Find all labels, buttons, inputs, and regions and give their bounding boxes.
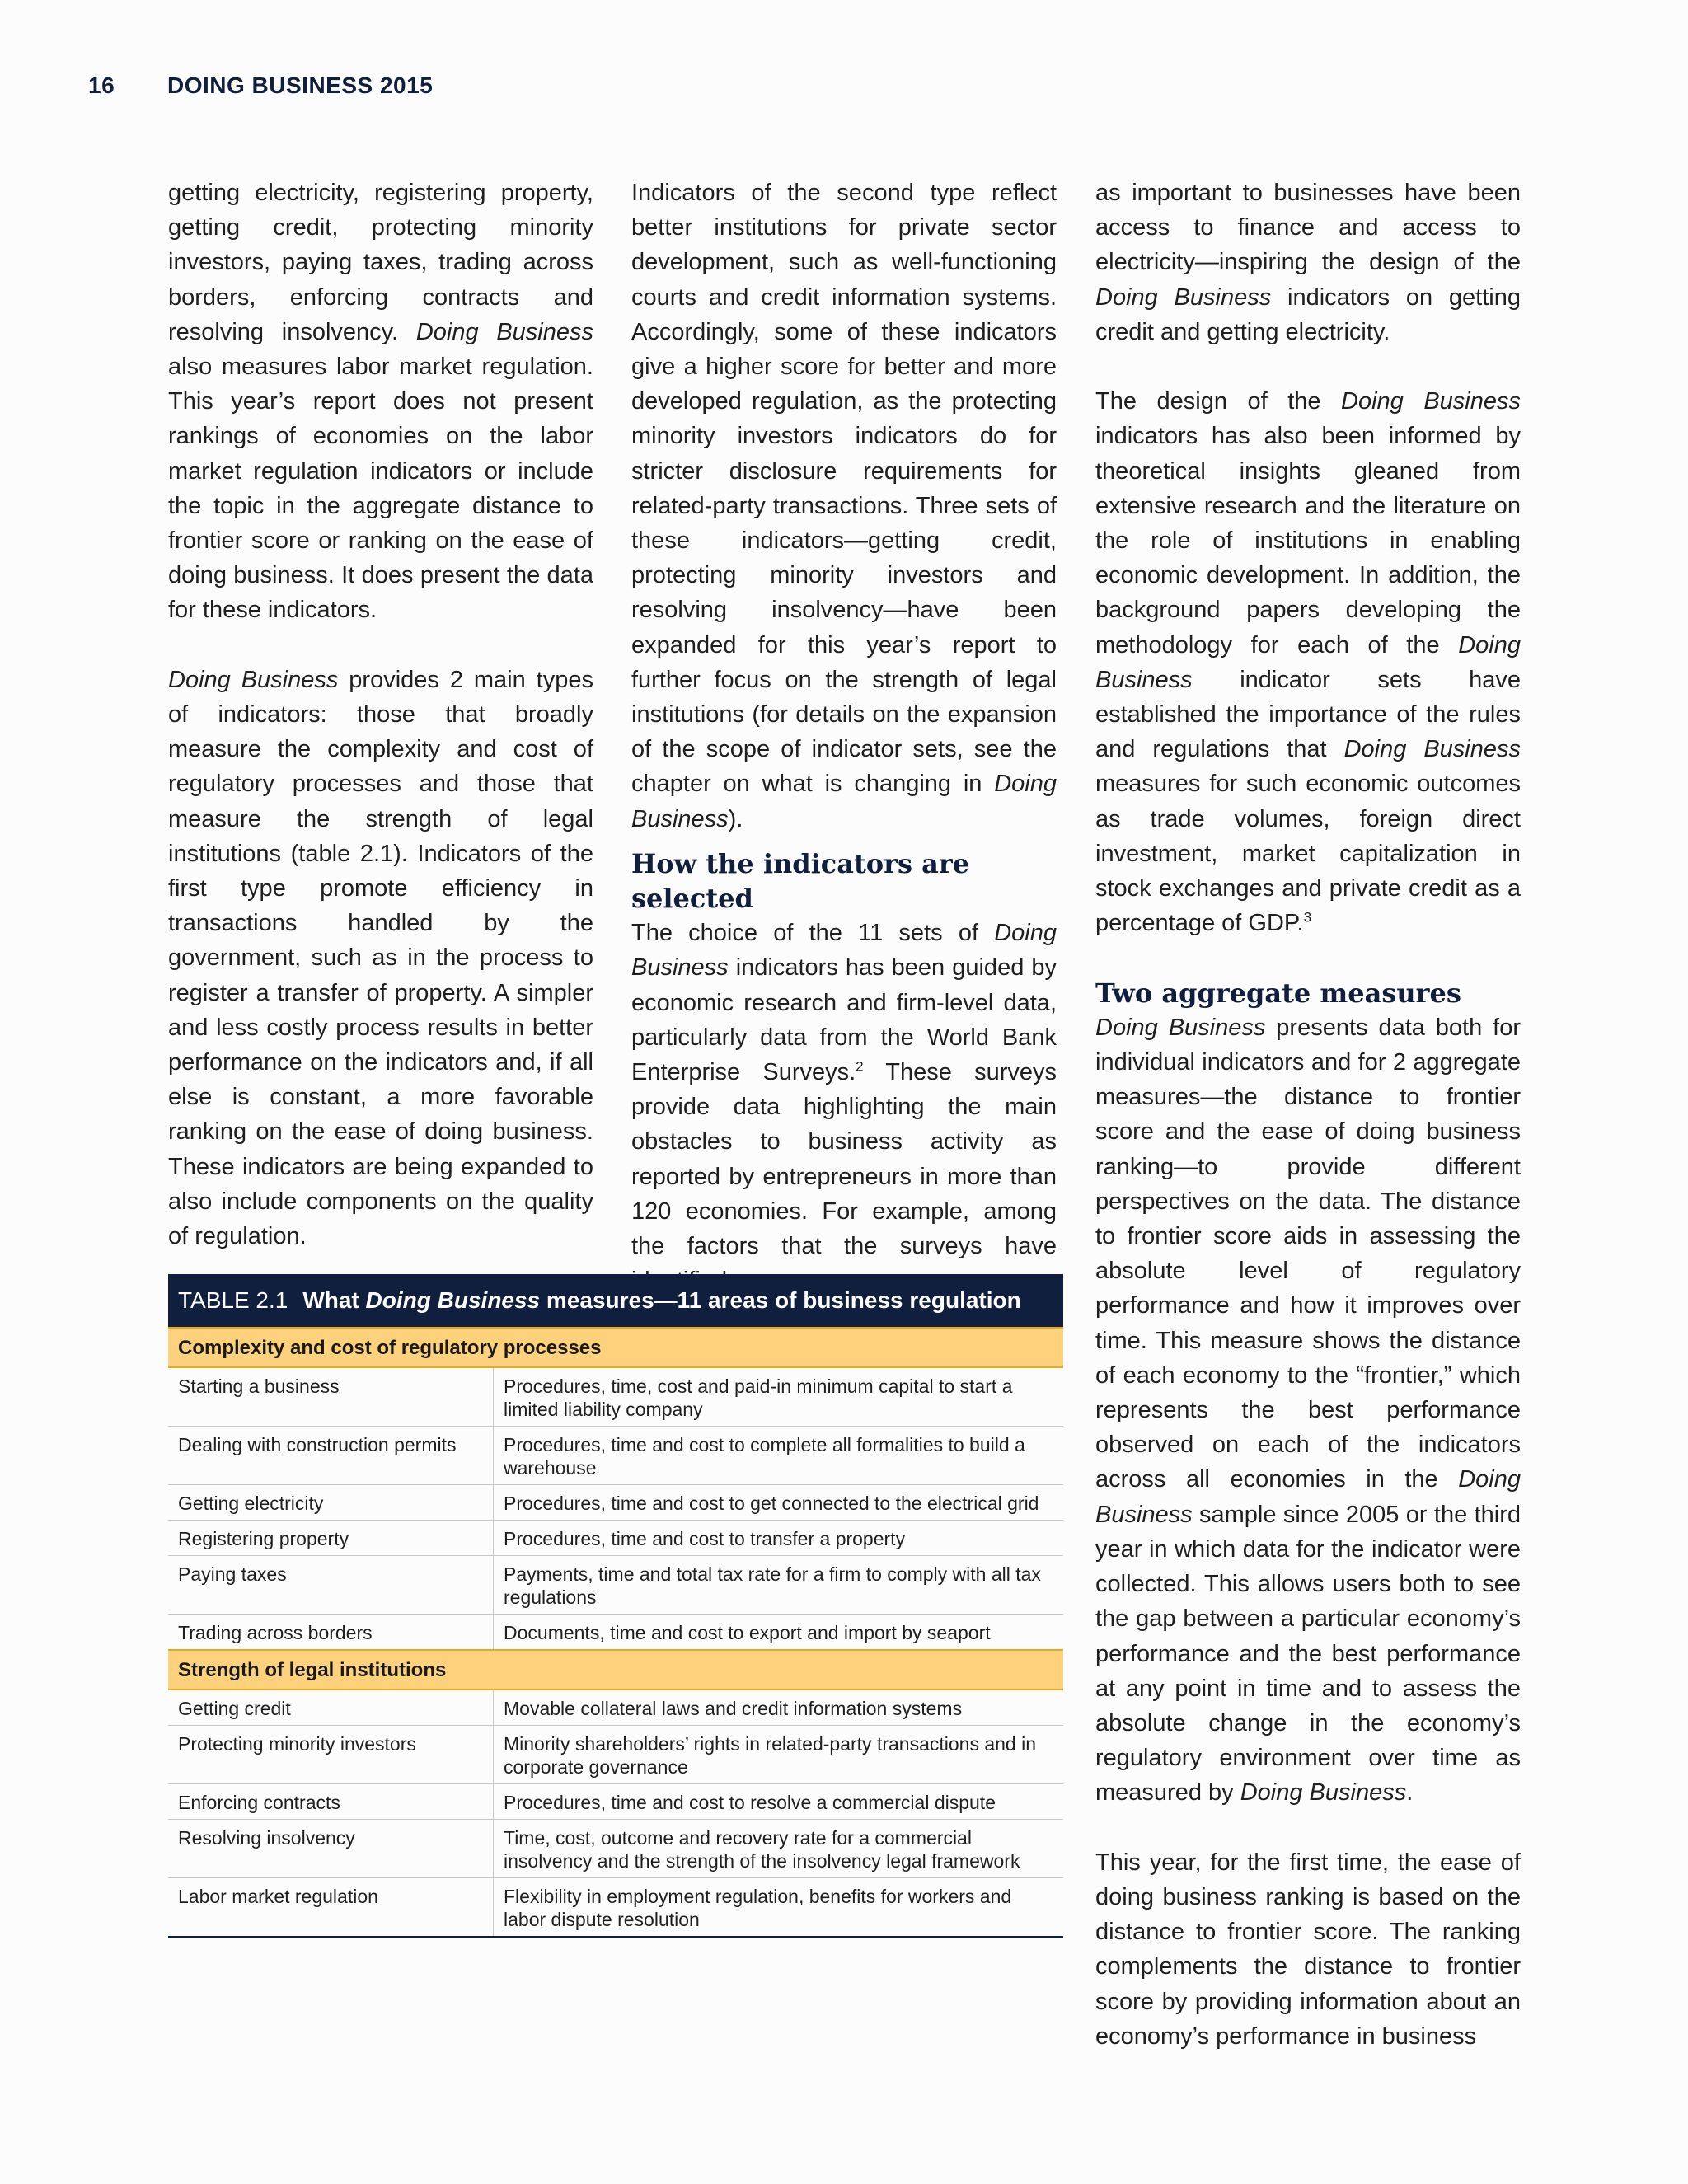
col3-paragraph-1: as important to businesses have been access to finance and access to electricity—inspiring the design of the Doing Business indicators on getting credit and getting electricity. — [1095, 180, 1521, 345]
table-row: Trading across borders Documents, time and cost to export and import by seaport — [168, 1615, 1063, 1651]
table-row: Labor market regulation Flexibility in employment regulation, benefits for workers and labor dispute resolution — [168, 1878, 1063, 1938]
column-3 — [1095, 176, 1521, 2088]
column-2 — [631, 176, 1057, 1333]
col1-paragraph-2: Doing Business provides 2 main types of indicators: those that broadly measure the complexity and cost of regulatory processes and those that measure the strength of legal institutions (table 2.1). Indicators of the first type promote efficiency in transactions handled by the government, such as in the process to register a transfer of property. A simpler and less costly process results in better performance on the indicators and, if all else is constant, a more favorable ranking on the ease of doing business. These indicators are being expanded to also include components on the quality of regulation. — [168, 666, 593, 1250]
table-title: TABLE 2.1 What Doing Business measures—11 areas of business regulation — [168, 1274, 1063, 1327]
footnote-ref-3[interactable]: 3 — [1303, 909, 1312, 926]
table-row: Getting electricity Procedures, time and cost to get connected to the electrical grid — [168, 1485, 1063, 1521]
measures-table — [168, 1327, 1063, 1938]
column-1 — [168, 176, 593, 1288]
page-number: 16 — [88, 73, 115, 98]
col3-paragraph-3: Doing Business presents data both for individual indicators and for 2 aggregate measures—the distance to frontier score and the ease of doing business ranking—to provide different perspectives on the data. The distance to frontier score aids in assessing the absolute level of regulatory performance and how it improves over time. This measure shows the distance of each economy to the “frontier,” which represents the best performance observed on each of the indicators across all economies in the Doing Business sample since 2005 or the third year in which data for the indicator were collected. This allows users both to see the gap between a particular economy’s performance and the best performance at any point in time and to assess the absolute change in the economy’s regulatory environment over time as measured by Doing Business. — [1095, 1014, 1522, 1807]
table-row: Enforcing contracts Procedures, time and cost to resolve a commercial dispute — [168, 1784, 1063, 1820]
table-row: Dealing with construction permits Procedures, time and cost to complete all formalities to build a warehouse — [168, 1427, 1063, 1485]
table-row: Getting credit Movable collateral laws and credit information systems — [168, 1690, 1063, 1726]
col2-paragraph-2: The choice of the 11 sets of Doing Business indicators has been guided by economic research and firm-level data, particularly data from the World Bank Enterprise Surveys.$^2$ These surveys provide data highlighting the main obstacles to business activity as reported by entrepreneurs in more than 120 economies. For example, among the factors that the surveys have — [631, 920, 1057, 1260]
table-row: Resolving insolvency Time, cost, outcome and recovery rate for a commercial insolvency and the strength of the insolvency legal framework — [168, 1820, 1063, 1878]
table-row: Protecting minority investors Minority shareholders’ rights in related-party transactions and in corporate governance — [168, 1726, 1063, 1784]
heading-indicators-selected: How the indicators are selected — [631, 847, 970, 915]
table-row: Registering property Procedures, time and cost to transfer a property — [168, 1521, 1063, 1556]
col3-paragraph-2: The design of the Doing Business indicators has also been informed by theoretical insights gleaned from extensive research and the literature on the role of institutions in enabling economic development. In addition, the background papers developing the methodology for each of the Doing Business indicator sets have established the importance of the rules and regulations that Doing Business measures for such economic outcomes as trade volumes, foreign direct investment, market capitalization in stock exchanges and private credit as a percentage of GDP.$^3$ — [1095, 388, 1521, 937]
col3-paragraph-4: This year, for the first time, the ease of doing business ranking is based on the distance to frontier score. The ranking complements the distance to frontier score by providing information about an economy’s performance in business — [1095, 1849, 1521, 2050]
footnote-ref-2[interactable]: 2 — [856, 1058, 864, 1075]
section-header: Complexity and cost of regulatory processes — [168, 1328, 1063, 1367]
table-row: Starting a business Procedures, time, cost and paid-in minimum capital to start a limited liability company — [168, 1367, 1063, 1427]
col2-paragraph-1: Indicators of the second type reflect better institutions for private sector development, such as well-functioning courts and credit information systems. Accordingly, some of these indicators give a higher score for better and more developed regulation, as the protecting minority investors indicators do for stricter disclosure requirements for related-party transactions. Three sets of these indicators—getting credit, protecting minority investors and resolving insolvency—have been expanded for this year’s report to further focus on the strength of legal institutions (for details on the expansion of the scope of indicator sets, see the chapter on what is changing in Doing Business). — [631, 180, 1057, 832]
section-header: Strength of legal institutions — [168, 1650, 1063, 1690]
table-2-1 — [168, 1274, 1063, 1938]
col1-paragraph-1: getting electricity, registering property, getting credit, protecting minority investors, paying taxes, trading across borders, enforcing contracts and resolving insolvency. Doing Business also measures labor market regulation. This year’s report does not present rankings of economies on the labor market regulation indicators or include the topic in the aggregate distance to frontier score or ranking on the ease of doing business. It does present the data for these indicators. — [168, 180, 593, 624]
table-row: Paying taxes Payments, time and total tax rate for a firm to comply with all tax regulations — [168, 1556, 1063, 1615]
heading-aggregate-measures: Two aggregate measures — [1095, 977, 1461, 1009]
page-header — [88, 73, 433, 99]
table-label: TABLE 2.1 — [178, 1287, 288, 1313]
running-title: DOING BUSINESS 2015 — [167, 73, 434, 98]
